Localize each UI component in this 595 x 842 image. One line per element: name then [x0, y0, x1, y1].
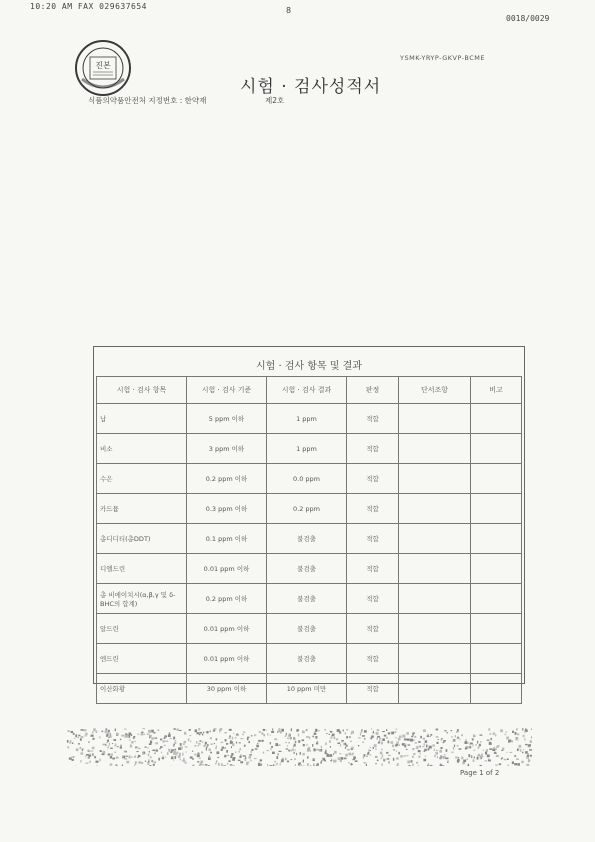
cell-standard: 0.01 ppm 이하 [187, 614, 267, 644]
cell-proviso [399, 524, 471, 554]
cell-result: 불검출 [267, 524, 347, 554]
cell-standard: 3 ppm 이하 [187, 434, 267, 464]
cell-result: 불검출 [267, 644, 347, 674]
cell-proviso [399, 464, 471, 494]
cell-judgment: 적합 [347, 524, 399, 554]
cell-judgment: 적합 [347, 584, 399, 614]
cell-result: 불검출 [267, 554, 347, 584]
cell-remarks [471, 614, 522, 644]
cell-judgment: 적합 [347, 404, 399, 434]
cell-item: 총 비에이치시(α,β,γ 및 δ-BHC의 합계) [97, 584, 187, 614]
designation-number: 제2호 [265, 96, 285, 105]
designation-label: 식품의약품안전처 지정번호 : 한약재 [88, 96, 207, 105]
column-header-standard: 시험 · 검사 기준 [187, 377, 267, 404]
fax-counter: 0018/0029 [506, 14, 550, 23]
table-row [97, 464, 522, 494]
scan-noise-band [66, 728, 532, 766]
cell-item: 엔드린 [97, 644, 187, 674]
page-indicator: Page 1 of 2 [460, 769, 500, 777]
table-row [97, 494, 522, 524]
cell-result: 0.0 ppm [267, 464, 347, 494]
document-title: 시험 · 검사성적서 [240, 77, 382, 97]
seal-label: 진본 [95, 61, 111, 70]
cell-remarks [471, 644, 522, 674]
results-title: 시험 · 검사 항목 및 결과 [255, 361, 362, 372]
table-row [97, 584, 522, 614]
cell-judgment: 적합 [347, 644, 399, 674]
table-row [97, 524, 522, 554]
column-header-result: 시험 · 검사 결과 [267, 377, 347, 404]
cell-remarks [471, 404, 522, 434]
cell-standard: 0.01 ppm 이하 [187, 644, 267, 674]
table-row [97, 404, 522, 434]
cell-judgment: 적합 [347, 674, 399, 704]
table-row [97, 644, 522, 674]
fax-page-marker: 8 [286, 6, 292, 15]
cell-proviso [399, 554, 471, 584]
cell-item: 디엘드린 [97, 554, 187, 584]
column-header-remarks: 비고 [471, 377, 522, 404]
fax-header: 10:20 AM FAX 029637654 [30, 2, 147, 11]
cell-result: 0.2 ppm [267, 494, 347, 524]
cell-item: 비소 [97, 434, 187, 464]
cell-result: 10 ppm 미만 [267, 674, 347, 704]
cell-standard: 0.2 ppm 이하 [187, 584, 267, 614]
cell-proviso [399, 614, 471, 644]
cell-proviso [399, 494, 471, 524]
table-row [97, 434, 522, 464]
cell-item: 수은 [97, 464, 187, 494]
column-header-judgment: 판정 [347, 377, 399, 404]
cell-standard: 0.3 ppm 이하 [187, 494, 267, 524]
column-header-item: 시험 · 검사 항목 [97, 377, 187, 404]
cell-proviso [399, 584, 471, 614]
cell-proviso [399, 644, 471, 674]
cell-standard: 5 ppm 이하 [187, 404, 267, 434]
cell-item: 총디디티(총DDT) [97, 524, 187, 554]
cell-remarks [471, 554, 522, 584]
results-table [96, 376, 522, 704]
cell-result: 1 ppm [267, 434, 347, 464]
cell-standard: 0.01 ppm 이하 [187, 554, 267, 584]
cell-item: 알드린 [97, 614, 187, 644]
table-row [97, 674, 522, 704]
table-row [97, 614, 522, 644]
cell-judgment: 적합 [347, 434, 399, 464]
cell-item: 납 [97, 404, 187, 434]
cell-remarks [471, 494, 522, 524]
cell-judgment: 적합 [347, 494, 399, 524]
cell-remarks [471, 584, 522, 614]
cell-judgment: 적합 [347, 554, 399, 584]
issue-number: YSMK-YRYP-GKVP-BCME [400, 54, 485, 62]
table-header-row [97, 377, 522, 404]
cell-remarks [471, 464, 522, 494]
authenticity-seal [74, 39, 132, 97]
results-section [93, 346, 525, 693]
cell-result: 불검출 [267, 584, 347, 614]
cell-standard: 30 ppm 이하 [187, 674, 267, 704]
cell-proviso [399, 674, 471, 704]
cell-proviso [399, 434, 471, 464]
cell-result: 불검출 [267, 614, 347, 644]
column-header-proviso: 단서조항 [399, 377, 471, 404]
table-row [97, 554, 522, 584]
cell-standard: 0.2 ppm 이하 [187, 464, 267, 494]
cell-judgment: 적합 [347, 614, 399, 644]
cell-item: 이산화황 [97, 674, 187, 704]
cell-remarks [471, 434, 522, 464]
cell-result: 1 ppm [267, 404, 347, 434]
cell-judgment: 적합 [347, 464, 399, 494]
cell-proviso [399, 404, 471, 434]
cell-standard: 0.1 ppm 이하 [187, 524, 267, 554]
cell-remarks [471, 674, 522, 704]
cell-item: 카드뮴 [97, 494, 187, 524]
cell-remarks [471, 524, 522, 554]
